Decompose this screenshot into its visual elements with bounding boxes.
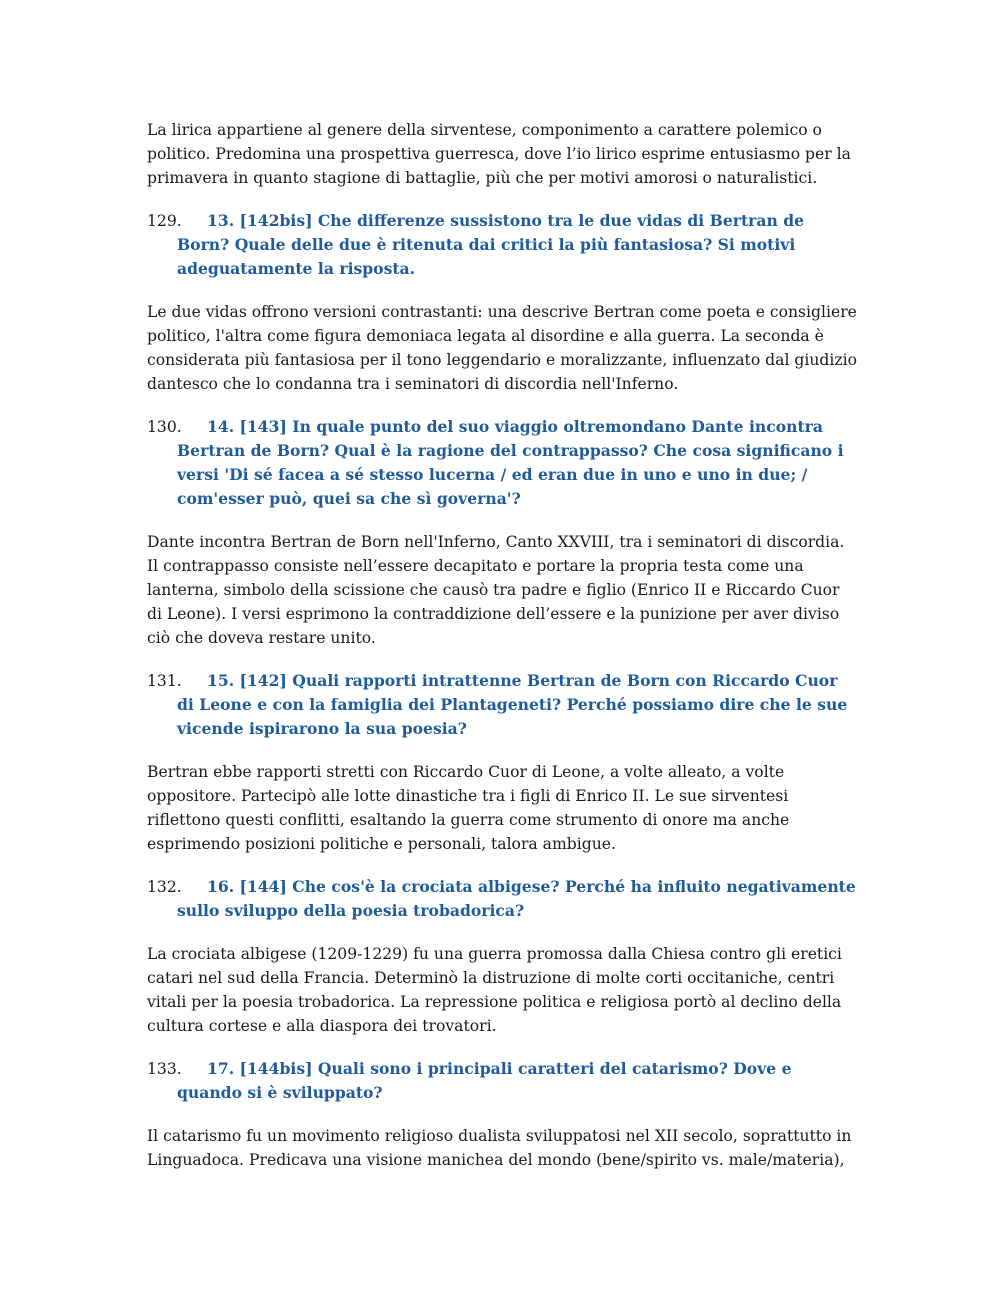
answer-paragraph: Dante incontra Bertran de Born nell'Inferno, Canto XXVIII, tra i seminatori di discordia. Il contrappasso consiste nell’essere decapitato e portare la propria testa come una lanterna, simbolo della scissione che causò tra padre e figlio (Enrico II e Riccardo Cuor di Leone). I versi esprimono la contraddizione dell’essere e la punizione per aver diviso ciò che doveva restare unito.: [147, 533, 845, 647]
question-heading: [147, 875, 859, 923]
question-text: 17. [144bis] Quali sono i principali caratteri del catarismo? Dove e quando si è sviluppato?: [177, 1059, 792, 1102]
answer-paragraph: La lirica appartiene al genere della sirventese, componimento a carattere polemico o politico. Predomina una prospettiva guerresca, dove l’io lirico esprime entusiasmo per la primavera in quanto stagione di battaglie, più che per motivi amorosi o naturalistici.: [147, 121, 851, 187]
list-number: 129.: [147, 212, 182, 230]
answer-paragraph: La crociata albigese (1209-1229) fu una guerra promossa dalla Chiesa contro gli eretici catari nel sud della Francia. Determinò la distruzione di molte corti occitaniche, centri vitali per la poesia trobadorica. La repressione politica e religiosa portò al declino della cultura cortese e alla diaspora dei trovatori.: [147, 945, 842, 1035]
list-number: 133.: [147, 1060, 182, 1078]
answer-paragraph: Le due vidas offrono versioni contrastanti: una descrive Bertran come poeta e consigliere politico, l'altra come figura demoniaca legata al disordine e alla guerra. La seconda è considerata più fantasiosa per il tono leggendario e moralizzante, influenzato dal giudizio dantesco che lo condanna tra i seminatori di discordia nell'Inferno.: [147, 303, 857, 393]
document-page: [147, 118, 859, 1191]
question-heading: [147, 415, 859, 511]
question-text: 13. [142bis] Che differenze sussistono tra le due vidas di Bertran de Born? Quale delle due è ritenuta dai critici la più fantasiosa? Si motivi adeguatamente la risposta.: [177, 211, 805, 278]
question-heading: [147, 1057, 859, 1105]
question-text: 16. [144] Che cos'è la crociata albigese? Perché ha influito negativamente sullo sviluppo della poesia trobadorica?: [177, 877, 856, 920]
question-heading: [147, 669, 859, 741]
answer-paragraph: Bertran ebbe rapporti stretti con Riccardo Cuor di Leone, a volte alleato, a volte oppositore. Partecipò alle lotte dinastiche tra i figli di Enrico II. Le sue sirventesi riflettono questi conflitti, esaltando la guerra come strumento di onore ma anche esprimendo posizioni politiche e personali, talora ambigue.: [147, 763, 790, 853]
question-heading: [147, 209, 859, 281]
list-number: 131.: [147, 672, 182, 690]
list-number: 132.: [147, 878, 182, 896]
answer-paragraph: Il catarismo fu un movimento religioso dualista sviluppatosi nel XII secolo, soprattutto in Linguadoca. Predicava una visione manichea del mondo (bene/spirito vs. male/materia),: [147, 1127, 852, 1169]
question-text: 14. [143] In quale punto del suo viaggio oltremondano Dante incontra Bertran de Born? Qual è la ragione del contrappasso? Che cosa significano i versi 'Di sé facea a sé stesso lucerna / ed eran due in uno e uno in due; / com'esser può, quei sa che sì governa'?: [177, 417, 844, 508]
question-text: 15. [142] Quali rapporti intrattenne Bertran de Born con Riccardo Cuor di Leone e con la famiglia dei Plantageneti? Perché possiamo dire che le sue vicende ispirarono la sua poesia?: [177, 671, 848, 738]
list-number: 130.: [147, 418, 182, 436]
